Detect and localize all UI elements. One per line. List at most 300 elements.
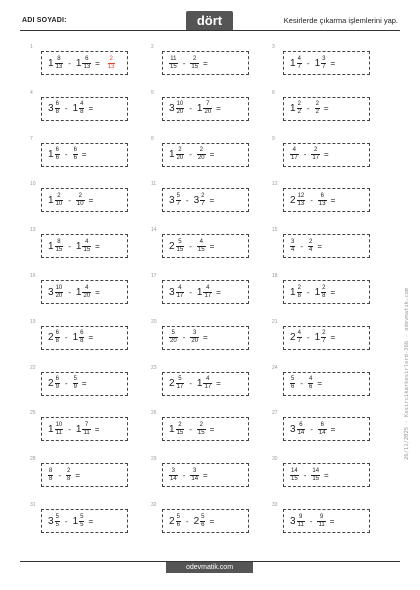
mixed-number [197, 422, 206, 437]
equals-sign: = [209, 516, 215, 526]
numerator: 14 [312, 467, 320, 474]
problem-number: 24 [272, 364, 278, 371]
problem-number: 22 [30, 364, 36, 371]
fraction [197, 422, 206, 437]
denominator: 15 [312, 475, 320, 482]
denominator: 10 [55, 200, 63, 207]
denominator: 15 [197, 246, 205, 253]
problem-number: 21 [272, 318, 278, 325]
problem-box[interactable] [283, 97, 370, 121]
footer-badge [166, 562, 253, 573]
problem-box[interactable] [162, 463, 249, 487]
fraction [308, 376, 313, 391]
numerator: 6 [73, 147, 77, 154]
numerator: 9 [299, 513, 303, 520]
mixed-number [290, 285, 302, 300]
problem-box[interactable] [41, 463, 128, 487]
minus-sign: - [303, 150, 307, 160]
denominator: 10 [76, 200, 84, 207]
denominator: 20 [197, 155, 205, 162]
equals-sign: = [209, 150, 215, 160]
problem-box[interactable] [162, 417, 249, 441]
numerator: 5 [55, 513, 59, 520]
fraction [200, 193, 205, 208]
fraction [73, 376, 78, 391]
brand-logo-text: dört [196, 13, 223, 28]
equals-sign: = [209, 424, 215, 434]
problem-box[interactable] [283, 372, 370, 396]
denominator: 8 [322, 292, 326, 299]
problem-box[interactable] [41, 97, 128, 121]
problem-box[interactable] [283, 188, 370, 212]
fraction [297, 330, 302, 345]
fraction [73, 147, 78, 162]
equals-sign: = [317, 241, 323, 251]
numerator: 10 [55, 284, 63, 291]
equals-sign: = [95, 58, 100, 68]
problem-number: 13 [30, 227, 36, 234]
equals-sign: = [330, 58, 336, 68]
numerator: 3 [322, 55, 326, 62]
problem-number: 33 [272, 502, 278, 508]
numerator: 4 [292, 147, 297, 154]
fraction [55, 514, 60, 529]
fraction [176, 147, 185, 162]
whole-part: 2 [48, 332, 54, 344]
problem-box[interactable] [283, 51, 370, 75]
minus-sign: - [185, 195, 189, 205]
whole-part: 3 [48, 286, 54, 298]
mixed-number [290, 193, 305, 208]
whole-part: 3 [48, 515, 54, 527]
equals-sign: = [81, 150, 87, 160]
problem-box[interactable] [41, 143, 128, 167]
numerator: 6 [85, 55, 89, 62]
whole-part: 1 [72, 332, 79, 344]
numerator: 4 [206, 284, 210, 291]
problem-number: 14 [151, 227, 157, 234]
minus-sign: - [64, 333, 68, 343]
numerator: 2 [57, 192, 61, 199]
mixed-number [48, 330, 60, 345]
mixed-number [290, 101, 302, 116]
equals-sign: = [216, 104, 221, 114]
fraction [297, 422, 306, 437]
mixed-number [169, 147, 184, 162]
equals-sign: = [216, 379, 221, 389]
fraction [55, 193, 64, 208]
mixed-number [76, 56, 91, 71]
whole-part: 2 [169, 515, 175, 527]
equals-sign: = [88, 195, 94, 205]
fraction [55, 330, 60, 345]
problem-box[interactable] [283, 234, 370, 258]
fraction [176, 376, 185, 391]
denominator: 15 [55, 246, 63, 253]
minus-sign: - [189, 424, 192, 434]
whole-part: 1 [196, 378, 203, 390]
problem-box[interactable] [162, 372, 249, 396]
numerator: 2 [178, 421, 182, 428]
fraction [203, 376, 212, 391]
fraction [82, 285, 91, 300]
whole-part: 2 [169, 240, 175, 252]
denominator: 6 [176, 521, 180, 528]
fraction [55, 376, 60, 391]
numerator: 5 [171, 330, 176, 337]
problem-box[interactable] [41, 326, 128, 350]
problem-box[interactable] [283, 417, 370, 441]
fraction [76, 193, 85, 208]
numerator: 3 [291, 238, 295, 245]
mixed-number [73, 101, 85, 116]
mixed-number [76, 285, 91, 300]
problem-box[interactable] [162, 143, 249, 167]
numerator: 5 [201, 513, 205, 520]
denominator: 15 [176, 429, 184, 436]
mixed-number [48, 239, 63, 254]
problem-box[interactable] [283, 326, 370, 350]
denominator: 8 [55, 109, 59, 116]
mixed-number [169, 330, 178, 345]
numerator: 8 [49, 467, 53, 474]
minus-sign: - [300, 379, 304, 389]
problem-number: 20 [151, 318, 157, 325]
mixed-number [169, 514, 181, 529]
minus-sign: - [64, 379, 68, 389]
denominator: 2 [315, 109, 319, 116]
problem-box[interactable] [162, 51, 249, 75]
fraction [290, 376, 295, 391]
problem-number: 15 [272, 227, 278, 234]
numerator: 8 [57, 238, 61, 245]
mixed-number [290, 147, 299, 162]
mixed-number [48, 147, 60, 162]
fraction [55, 422, 64, 437]
denominator: 20 [191, 338, 199, 345]
fraction [176, 193, 181, 208]
minus-sign: - [182, 333, 186, 343]
problem-number: 16 [30, 273, 36, 279]
whole-part: 3 [169, 194, 175, 206]
problem-number: 18 [272, 273, 278, 279]
problem-box[interactable] [41, 51, 128, 75]
minus-sign: - [68, 287, 71, 297]
denominator: 17 [176, 292, 184, 299]
answer-numerator: 2 [109, 55, 113, 62]
header-divider [20, 30, 400, 31]
fraction [297, 56, 302, 71]
numerator: 2 [178, 147, 182, 154]
numerator: 4 [297, 55, 301, 62]
minus-sign: - [310, 424, 313, 434]
problem-number: 7 [30, 135, 33, 142]
denominator: 5 [80, 521, 84, 528]
problem-number: 26 [151, 410, 157, 417]
mixed-number [197, 285, 212, 300]
fraction [169, 330, 178, 345]
equals-sign: = [203, 58, 208, 68]
problem-box[interactable] [41, 372, 128, 396]
problem-box[interactable] [162, 326, 249, 350]
mixed-number [318, 422, 327, 437]
numerator: 5 [178, 376, 182, 383]
fraction [297, 193, 306, 208]
denominator: 11 [297, 521, 304, 528]
whole-part: 1 [290, 103, 296, 115]
mixed-number [48, 422, 63, 437]
equals-sign: = [324, 150, 329, 160]
problem-number: 30 [272, 456, 278, 463]
answer-denominator: 13 [107, 63, 115, 70]
mixed-number [76, 193, 85, 208]
fraction [317, 514, 325, 529]
minus-sign: - [182, 470, 186, 480]
problem-box[interactable] [41, 188, 128, 212]
fraction [55, 101, 60, 116]
numerator: 2 [309, 238, 313, 245]
numerator: 11 [170, 55, 177, 62]
numerator: 6 [320, 192, 324, 199]
equals-sign: = [88, 333, 94, 343]
problem-box[interactable] [162, 509, 249, 533]
minus-sign: - [68, 241, 71, 251]
mixed-number [318, 193, 327, 208]
numerator: 6 [320, 421, 324, 428]
denominator: 17 [176, 384, 184, 391]
whole-part: 1 [72, 103, 79, 115]
whole-part: 1 [290, 286, 296, 298]
minus-sign: - [189, 150, 192, 160]
denominator: 8 [67, 475, 71, 482]
mixed-number [308, 239, 313, 254]
numerator: 4 [85, 238, 89, 245]
denominator: 2 [297, 109, 301, 116]
equals-sign: = [330, 333, 336, 343]
mixed-number [190, 330, 199, 345]
mixed-number [197, 239, 206, 254]
whole-part: 1 [48, 240, 54, 252]
denominator: 7 [201, 200, 205, 207]
problem-box[interactable] [283, 280, 370, 304]
problem-box[interactable] [162, 188, 249, 212]
denominator: 20 [170, 338, 177, 345]
numerator: 8 [57, 55, 61, 62]
problem-box[interactable] [41, 509, 128, 533]
denominator: 17 [204, 384, 212, 391]
minus-sign: - [68, 58, 71, 68]
fraction [321, 330, 326, 345]
mixed-number [76, 239, 91, 254]
numerator: 12 [297, 192, 305, 199]
problem-box[interactable] [162, 234, 249, 258]
fraction [190, 468, 199, 483]
minus-sign: - [189, 241, 192, 251]
denominator: 8 [80, 338, 84, 345]
mixed-number [169, 422, 184, 437]
problem-box[interactable] [283, 509, 370, 533]
denominator: 7 [297, 63, 301, 70]
denominator: 13 [55, 63, 63, 70]
problem-number: 23 [151, 364, 157, 371]
numerator: 5 [176, 513, 180, 520]
denominator: 6 [309, 384, 313, 391]
mixed-number [317, 514, 325, 529]
denominator: 14 [318, 429, 326, 436]
fraction [203, 285, 212, 300]
problem-box[interactable] [283, 463, 370, 487]
denominator: 7 [297, 338, 301, 345]
denominator: 6 [291, 384, 295, 391]
problem-box[interactable] [41, 417, 128, 441]
minus-sign: - [64, 104, 68, 114]
whole-part: 3 [290, 423, 296, 435]
numerator: 4 [178, 284, 182, 291]
whole-part: 3 [290, 515, 296, 527]
equals-sign: = [330, 195, 336, 205]
fraction [79, 101, 84, 116]
minus-sign: - [306, 287, 310, 297]
minus-sign: - [58, 470, 62, 480]
whole-part: 1 [314, 57, 321, 69]
mixed-number [73, 514, 85, 529]
problem-number: 11 [151, 181, 157, 188]
mixed-number [48, 101, 60, 116]
minus-sign: - [68, 195, 71, 205]
problem-number: 6 [272, 89, 275, 96]
numerator: 10 [55, 421, 63, 428]
problem-box[interactable] [41, 280, 128, 304]
fraction [82, 56, 91, 71]
denominator: 20 [176, 155, 184, 162]
mixed-number [48, 468, 53, 483]
numerator: 6 [55, 376, 59, 383]
problem-number: 9 [272, 135, 275, 142]
problem-number: 4 [30, 89, 33, 96]
equals-sign: = [203, 470, 208, 480]
numerator: 4 [85, 284, 89, 291]
equals-sign: = [209, 195, 215, 205]
denominator: 15 [176, 246, 184, 253]
fraction [55, 147, 60, 162]
problem-box[interactable] [41, 234, 128, 258]
denominator: 15 [191, 63, 199, 70]
denominator: 7 [322, 63, 326, 70]
whole-part: 1 [48, 149, 54, 161]
mixed-number [290, 422, 305, 437]
whole-part: 2 [193, 515, 200, 527]
fraction [169, 56, 178, 71]
minus-sign: - [306, 58, 310, 68]
denominator: 6 [73, 155, 77, 162]
equals-sign: = [95, 241, 100, 251]
denominator: 14 [297, 429, 305, 436]
whole-part: 1 [48, 194, 54, 206]
numerator: 2 [297, 284, 301, 291]
fraction [55, 56, 64, 71]
fraction [315, 101, 320, 116]
numerator: 10 [176, 101, 184, 108]
fraction [55, 285, 64, 300]
equals-sign: = [323, 104, 329, 114]
minus-sign: - [189, 379, 192, 389]
equals-sign: = [81, 379, 87, 389]
minus-sign: - [182, 58, 186, 68]
mixed-number [169, 376, 184, 391]
numerator: 6 [55, 101, 59, 108]
fraction [176, 239, 185, 254]
denominator: 17 [312, 155, 320, 162]
denominator: 15 [170, 63, 177, 70]
fraction [48, 468, 53, 483]
fraction [82, 239, 91, 254]
mixed-number [197, 101, 212, 116]
denominator: 20 [83, 292, 91, 299]
whole-part: 2 [290, 332, 296, 344]
whole-part: 3 [48, 103, 54, 115]
mixed-number [197, 147, 206, 162]
mixed-number [48, 376, 60, 391]
numerator: 2 [322, 330, 326, 337]
denominator: 15 [83, 246, 91, 253]
whole-part: 1 [48, 423, 54, 435]
fraction [203, 101, 212, 116]
minus-sign: - [185, 516, 189, 526]
name-label: ADI SOYADI: [22, 17, 67, 24]
equals-sign: = [203, 333, 208, 343]
problem-number: 10 [30, 181, 36, 188]
denominator: 11 [318, 521, 325, 528]
mixed-number [190, 56, 199, 71]
denominator: 15 [197, 429, 205, 436]
numerator: 2 [322, 284, 326, 291]
whole-part: 3 [169, 286, 175, 298]
numerator: 5 [73, 376, 77, 383]
mixed-number [197, 376, 212, 391]
whole-part: 1 [196, 286, 203, 298]
problem-box[interactable] [283, 143, 370, 167]
numerator: 2 [193, 55, 197, 62]
numerator: 2 [297, 101, 301, 108]
numerator: 9 [319, 513, 324, 520]
fraction [197, 147, 206, 162]
numerator: 7 [84, 421, 89, 428]
mixed-number [308, 376, 313, 391]
mixed-number [48, 285, 63, 300]
whole-part: 2 [48, 378, 54, 390]
whole-part: 3 [193, 194, 200, 206]
denominator: 14 [170, 475, 177, 482]
mixed-number [48, 514, 60, 529]
fraction [169, 468, 178, 483]
minus-sign: - [68, 424, 71, 434]
whole-part: 1 [75, 57, 82, 69]
problem-box[interactable] [162, 97, 249, 121]
whole-part: 1 [75, 286, 82, 298]
equals-sign: = [317, 379, 323, 389]
whole-part: 1 [314, 332, 321, 344]
numerator: 4 [309, 376, 313, 383]
problem-box[interactable] [162, 280, 249, 304]
numerator: 6 [299, 421, 303, 428]
numerator: 6 [55, 330, 59, 337]
fraction [311, 468, 320, 483]
denominator: 14 [191, 475, 199, 482]
denominator: 7 [176, 200, 180, 207]
numerator: 14 [291, 467, 298, 474]
problem-number: 32 [151, 502, 157, 508]
mixed-number [169, 56, 178, 71]
